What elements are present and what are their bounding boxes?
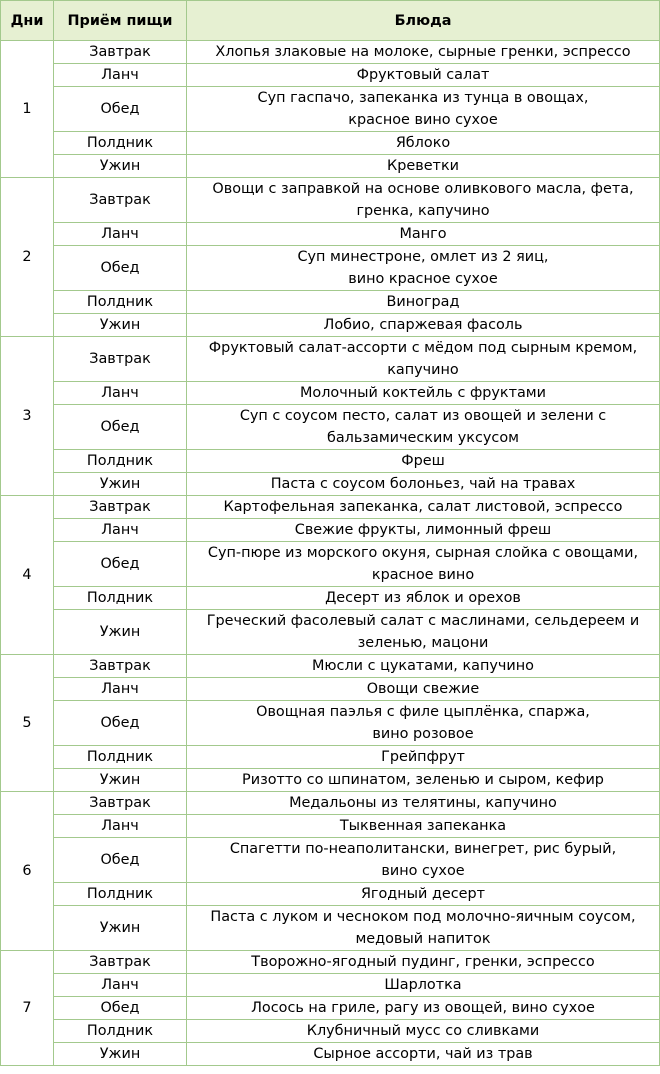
table-row [1,701,660,746]
dish-line: Овощи с заправкой на основе оливкового масла, фета, [212,181,634,197]
table-row [1,951,660,974]
table-row [1,496,660,519]
dishes-cell [187,291,660,314]
meal-name: Полдник [54,883,187,906]
dishes-cell [187,519,660,542]
meal-name: Полдник [54,132,187,155]
table-row [1,587,660,610]
table-row [1,815,660,838]
dish-line: медовый напиток [355,931,491,947]
meal-name: Ужин [54,610,187,655]
dishes-cell [187,792,660,815]
dish-line: Сырное ассорти, чай из трав [313,1046,533,1062]
meal-name: Ужин [54,906,187,951]
meal-name: Ланч [54,223,187,246]
dish-line: Паста с соусом болоньез, чай на травах [270,476,576,492]
dishes-cell [187,473,660,496]
meal-name: Завтрак [54,655,187,678]
meal-name: Обед [54,997,187,1020]
meal-name: Полдник [54,291,187,314]
day-number: 7 [1,951,54,1066]
dishes-cell [187,883,660,906]
dish-line: Грейпфрут [381,749,465,765]
day-number: 1 [1,41,54,178]
table-row [1,519,660,542]
meal-name: Обед [54,246,187,291]
meal-name: Полдник [54,1020,187,1043]
dish-line: вино розовое [372,726,474,742]
dish-line: Ризотто со шпинатом, зеленью и сыром, кефир [242,772,604,788]
table-row [1,1020,660,1043]
dishes-cell [187,701,660,746]
table-row [1,610,660,655]
table-row [1,1043,660,1066]
dish-line: Суп с соусом песто, салат из овощей и зелени с [239,408,607,424]
meal-name: Ужин [54,769,187,792]
meal-name: Ужин [54,314,187,337]
dish-line: Клубничный мусс со сливками [306,1023,540,1039]
dishes-cell [187,382,660,405]
dish-line: Греческий фасолевый салат с маслинами, сельдереем и [206,613,640,629]
table-row [1,41,660,64]
header-meal: Приём пищи [54,1,187,41]
dish-line: Фруктовый салат-ассорти с мёдом под сырным кремом, [208,340,638,356]
table-row [1,883,660,906]
meal-name: Обед [54,87,187,132]
table-row [1,132,660,155]
dishes-cell [187,587,660,610]
dishes-cell [187,997,660,1020]
dish-line: Медальоны из телятины, капучино [289,795,557,811]
meal-name: Полдник [54,746,187,769]
dish-line: Свежие фрукты, лимонный фреш [294,522,552,538]
day-number: 5 [1,655,54,792]
header-day: Дни [1,1,54,41]
dishes-cell [187,542,660,587]
dish-line: Шарлотка [384,977,462,993]
dish-line: Фруктовый салат [356,67,490,83]
meal-name: Завтрак [54,41,187,64]
table-row [1,155,660,178]
day-number: 3 [1,337,54,496]
dish-line: вино красное сухое [348,271,498,287]
meal-name: Обед [54,405,187,450]
dishes-cell [187,1043,660,1066]
table-row [1,746,660,769]
table-row [1,223,660,246]
dishes-cell [187,132,660,155]
dishes-cell [187,951,660,974]
table-row [1,838,660,883]
dish-line: Десерт из яблок и орехов [325,590,521,606]
dishes-cell [187,223,660,246]
dishes-cell [187,906,660,951]
table-row [1,974,660,997]
dish-line: Овощи свежие [366,681,480,697]
table-row [1,87,660,132]
meal-name: Полдник [54,450,187,473]
dish-line: Яблоко [395,135,451,151]
dishes-cell [187,64,660,87]
dish-line: Лосось на гриле, рагу из овощей, вино сухое [251,1000,595,1016]
table-row [1,450,660,473]
header-dishes: Блюда [187,1,660,41]
meal-name: Полдник [54,587,187,610]
meal-name: Ланч [54,678,187,701]
dishes-cell [187,337,660,382]
dish-line: зеленью, мацони [357,635,489,651]
meal-name: Обед [54,542,187,587]
dishes-cell [187,178,660,223]
dish-line: Суп-пюре из морского окуня, сырная слойка с овощами, [207,545,639,561]
table-row [1,655,660,678]
dish-line: капучино [387,362,459,378]
dishes-cell [187,1020,660,1043]
meal-name: Обед [54,701,187,746]
dishes-cell [187,769,660,792]
dish-line: Виноград [386,294,460,310]
dish-line: Молочный коктейль с фруктами [300,385,546,401]
header-row [1,1,660,41]
meal-name: Ланч [54,64,187,87]
meal-name: Завтрак [54,178,187,223]
dish-line: Овощная паэлья с филе цыплёнка, спаржа, [256,704,590,720]
dishes-cell [187,838,660,883]
dish-line: Мюсли с цукатами, капучино [312,658,534,674]
table-row [1,64,660,87]
dish-line: Творожно-ягодный пудинг, гренки, эспрессо [251,954,595,970]
day-number: 6 [1,792,54,951]
meal-name: Ужин [54,155,187,178]
meal-name: Обед [54,838,187,883]
table-body [1,41,660,1066]
dishes-cell [187,155,660,178]
day-number: 2 [1,178,54,337]
meal-name: Ланч [54,974,187,997]
dish-line: Суп минестроне, омлет из 2 яиц, [297,249,549,265]
dish-line: Фреш [401,453,445,469]
table-row [1,769,660,792]
meal-name: Завтрак [54,951,187,974]
table-row [1,997,660,1020]
dishes-cell [187,610,660,655]
dish-line: Креветки [387,158,459,174]
dishes-cell [187,246,660,291]
dish-line: Спагетти по-неаполитански, винегрет, рис бурый, [229,841,617,857]
meal-name: Завтрак [54,496,187,519]
table-row [1,542,660,587]
day-number: 4 [1,496,54,655]
dish-line: вино сухое [381,863,465,879]
dish-line: Ягодный десерт [360,886,486,902]
dishes-cell [187,746,660,769]
dish-line: бальзамическим уксусом [326,430,519,446]
dishes-cell [187,405,660,450]
meal-name: Ланч [54,382,187,405]
dish-line: красное вино [371,567,475,583]
table-row [1,678,660,701]
meal-name: Ланч [54,815,187,838]
dishes-cell [187,314,660,337]
dish-line: красное вино сухое [348,112,498,128]
dishes-cell [187,655,660,678]
dishes-cell [187,450,660,473]
table-row [1,405,660,450]
table-row [1,314,660,337]
dishes-cell [187,41,660,64]
meal-name: Завтрак [54,337,187,382]
table-row [1,382,660,405]
dish-line: Хлопья злаковые на молоке, сырные гренки, эспрессо [215,44,631,60]
dish-line: Лобио, спаржевая фасоль [323,317,523,333]
table-row [1,792,660,815]
dishes-cell [187,815,660,838]
meal-name: Ужин [54,1043,187,1066]
dishes-cell [187,87,660,132]
meal-name: Завтрак [54,792,187,815]
table-row [1,178,660,223]
table-row [1,337,660,382]
dish-line: Паста с луком и чесноком под молочно-яичным соусом, [210,909,636,925]
dishes-cell [187,496,660,519]
meal-name: Ланч [54,519,187,542]
table-row [1,473,660,496]
meal-name: Ужин [54,473,187,496]
dishes-cell [187,678,660,701]
table-row [1,291,660,314]
table-row [1,246,660,291]
dish-line: Тыквенная запеканка [339,818,507,834]
dish-line: Манго [399,226,447,242]
dish-line: гренка, капучино [356,203,490,219]
dish-line: Картофельная запеканка, салат листовой, эспрессо [223,499,623,515]
dish-line: Суп гаспачо, запеканка из тунца в овощах, [257,90,589,106]
table-row [1,906,660,951]
dishes-cell [187,974,660,997]
